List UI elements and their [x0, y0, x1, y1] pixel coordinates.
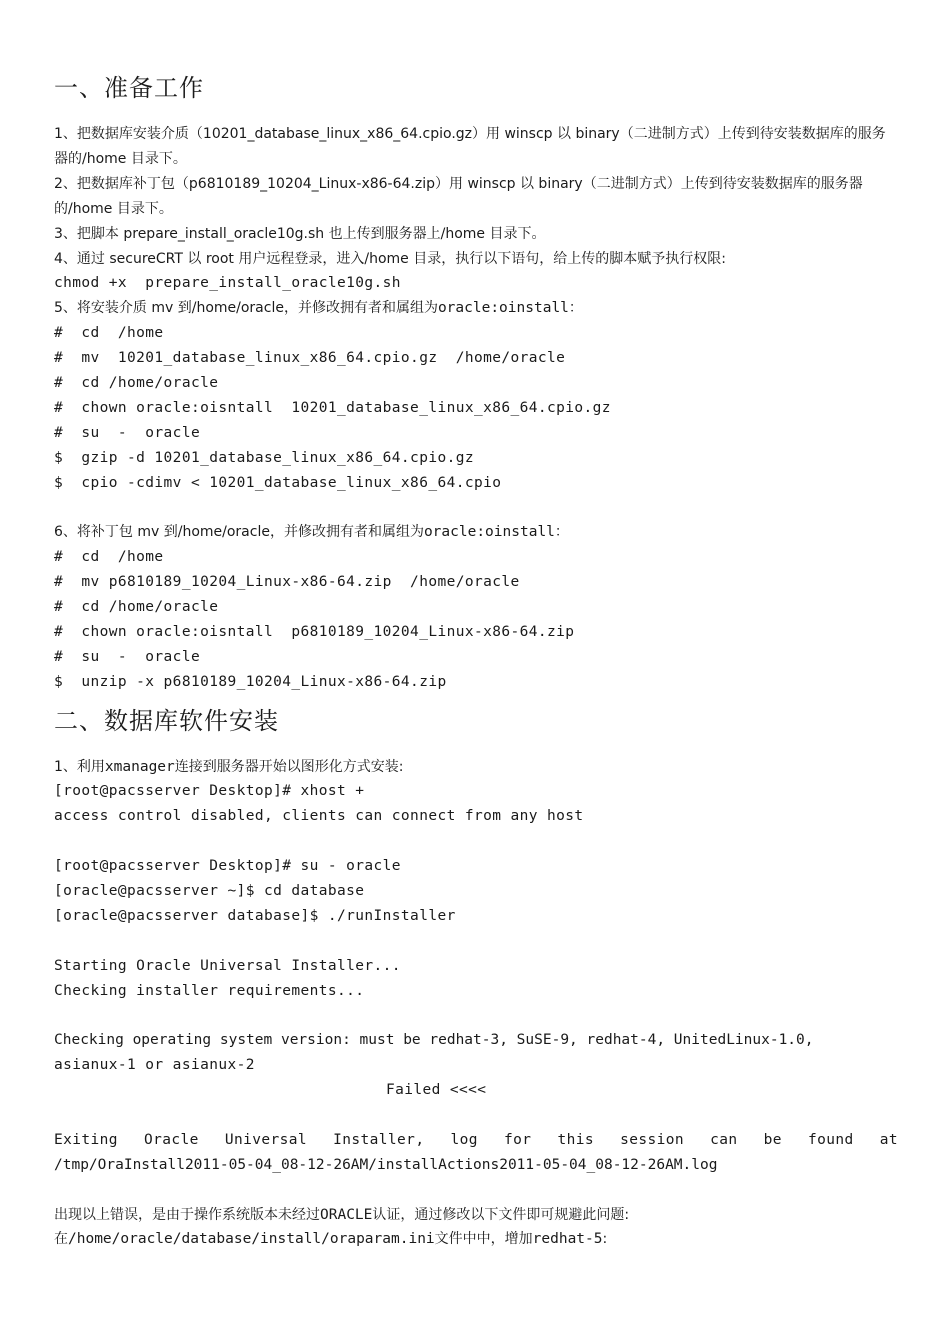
terminal-line: [root@pacsserver Desktop]# su - oracle: [54, 858, 401, 875]
document-page: [54, 70, 898, 1252]
command-line: # mv p6810189_10204_Linux-x86-64.zip /home/oracle: [54, 574, 520, 591]
command-line: # cd /home: [54, 549, 164, 566]
oraparam-path: /home/oracle/database/install/oraparam.ini: [68, 1231, 435, 1248]
step-move-media-suffix: ：: [568, 300, 583, 317]
command-line: # su - oracle: [54, 648, 201, 665]
command-line: # cd /home: [54, 325, 164, 342]
step-xmanager-text: 1、利用: [54, 758, 105, 775]
fix-instruction: [54, 1227, 898, 1252]
command-line: $ gzip -d 10201_database_linux_x86_64.cpio.gz: [54, 449, 474, 466]
owner-group: oracle:oinstall: [437, 300, 569, 317]
fix-instruction-middle: 文件中中，增加: [434, 1231, 533, 1248]
step-move-patch: [54, 520, 898, 545]
redhat-version: redhat-5: [532, 1231, 603, 1248]
terminal-line: [oracle@pacsserver ~]$ cd database: [54, 883, 365, 899]
spacer: [54, 829, 898, 854]
section-heading-preparation: 一、准备工作: [54, 74, 204, 102]
step-move-media: [54, 296, 898, 321]
terminal-line: [oracle@pacsserver database]$ ./runInstaller: [54, 907, 456, 924]
command-line: # su - oracle: [54, 424, 201, 441]
fix-instruction-prefix: 在: [54, 1231, 68, 1248]
owner-group: oracle:oinstall: [423, 524, 555, 541]
error-explanation-text: 出现以上错误，是由于操作系统版本未经过: [54, 1206, 320, 1223]
command-line: # mv 10201_database_linux_x86_64.cpio.gz /home/oracle: [54, 350, 566, 367]
command-line: # cd /home/oracle: [54, 598, 219, 615]
spacer: [54, 1003, 898, 1028]
step-login-chmod: 4、通过 secureCRT 以 root 用户远程登录，进入/home 目录，执行以下语句，给上传的脚本赋予执行权限:: [54, 250, 726, 267]
error-explanation: [54, 1203, 898, 1228]
command-chmod: chmod +x prepare_install_oracle10g.sh: [54, 275, 401, 292]
command-line: $ cpio -cdimv < 10201_database_linux_x86_64.cpio: [54, 474, 502, 491]
step-upload-patch: 2、把数据库补丁包（p6810189_10204_Linux-x86-64.zip）用 winscp 以 binary（二进制方式）上传到待安装数据库的服务器的/home 目录下。: [54, 175, 863, 217]
spacer: [54, 495, 898, 520]
step-move-patch-text: 6、将补丁包 mv 到/home/oracle，并修改拥有者和属组为: [54, 524, 424, 541]
section-heading-install: 二、数据库软件安装: [54, 706, 279, 735]
command-line: # chown oracle:oisntall p6810189_10204_Linux-x86-64.zip: [54, 623, 575, 640]
command-line: # cd /home/oracle: [54, 374, 219, 391]
terminal-line: access control disabled, clients can connect from any host: [54, 808, 584, 825]
step-upload-media: 1、把数据库安装介质（10201_database_linux_x86_64.cpio.gz）用 winscp 以 binary（二进制方式）上传到待安装数据库的服务器的/home 目录下。: [54, 126, 886, 167]
error-explanation-suffix: 认证，通过修改以下文件即可规避此问题:: [372, 1206, 630, 1223]
terminal-line: Starting Oracle Universal Installer...: [54, 957, 401, 974]
terminal-line: [root@pacsserver Desktop]# xhost +: [54, 783, 365, 800]
terminal-line-exit: Exiting Oracle Universal Installer, log for this session can be found at: [54, 1131, 898, 1148]
step-upload-script: 3、把脚本 prepare_install_oracle10g.sh 也上传到服务器上/home 目录下。: [54, 225, 546, 242]
fix-instruction-suffix: :: [602, 1231, 608, 1248]
step-xmanager-suffix: 连接到服务器开始以图形化方式安装:: [174, 758, 404, 775]
command-line: $ unzip -x p6810189_10204_Linux-x86-64.zip: [54, 673, 447, 690]
tool-name: xmanager: [104, 758, 175, 775]
oracle-keyword: ORACLE: [320, 1206, 373, 1223]
terminal-line-os-check-cont: asianux-1 or asianux-2: [54, 1057, 255, 1074]
terminal-line-log-path: /tmp/OraInstall2011-05-04_08-12-26AM/installActions2011-05-04_08-12-26AM.log: [54, 1156, 718, 1173]
terminal-line-os-check: Checking operating system version: must be redhat-3, SuSE-9, redhat-4, UnitedLinux-1.0,: [54, 1032, 814, 1049]
step-move-media-text: 5、将安装介质 mv 到/home/oracle，并修改拥有者和属组为: [54, 300, 438, 317]
spacer: [54, 929, 898, 954]
failed-status: Failed <<<<: [386, 1082, 487, 1099]
spacer: [54, 1103, 898, 1128]
spacer: [54, 1178, 898, 1203]
step-move-patch-suffix: ：: [554, 524, 569, 541]
terminal-line: Checking installer requirements...: [54, 982, 365, 999]
step-xmanager: [54, 755, 898, 780]
command-line: # chown oracle:oisntall 10201_database_linux_x86_64.cpio.gz: [54, 399, 611, 416]
